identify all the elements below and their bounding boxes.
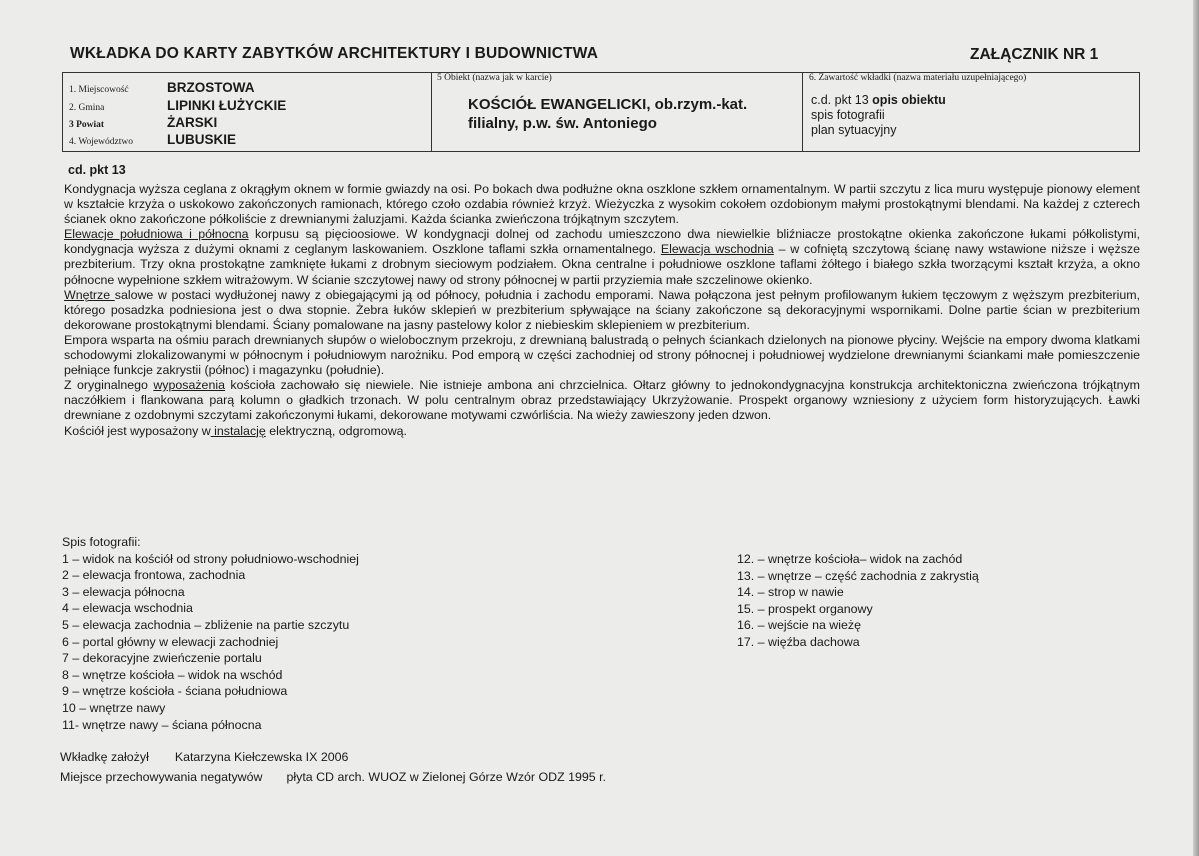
contents-line1-bold: opis obiektu — [872, 93, 946, 107]
location-label: 2. Gmina — [69, 103, 105, 113]
list-item: 5 – elewacja zachodnia – zbliżenie na partie szczytu — [62, 617, 350, 632]
list-item: 13. – wnętrze – część zachodnia z zakrystią — [737, 568, 979, 583]
paragraph-furnishings — [64, 378, 1140, 423]
location-row-county — [69, 114, 217, 130]
author-value: Katarzyna Kiełczewska IX 2006 — [174, 750, 349, 764]
paragraph-installations — [64, 424, 1140, 439]
location-label: 1. Miejscowość — [69, 85, 129, 95]
paragraph-text: – w cofniętą szczytową ścianę nawy wstawione niższe i węższe prezbiterium. Trzy okna prostokątne zamknięte łukami z drobnym sieciowym podziałem. Okna centralne i południowe oszklone taflami żółtego i białego szkła tworzącymi kształt krzyża, a okno północne wypełnione szkłem witrażowym. W ścianie szczytowej nawy od strony północnej w partii przyziemia małe szczelinowe okienko. — [64, 242, 1140, 287]
location-value: ŻARSKI — [167, 115, 218, 130]
storage-label: Miejsce przechowywania negatywów — [60, 770, 263, 784]
list-item: 6 – portal główny w elewacji zachodniej — [62, 634, 279, 649]
paragraph-text: elektryczną, odgromową. — [265, 423, 407, 438]
paragraph-upper-story: Kondygnacja wyższa ceglana z okrągłym oknem w formie gwiazdy na osi. Po bokach dwa podłużne okna oszklone szkłem ornamentalnym. W partii szczytu z lica muru występuje pionowy element w kształcie krzyża o uskokowo zakończonych ramionach, którego czoło ozdabia również krzyż. Wieżyczka z wysokim cokołem ozdobionym małymi prostokątnymi blendami. Na każdej z czterech ścianek okno zakończone półkoliście z drewnianymi żaluzjami. Każda ścianka zwieńczona trójkątnym szczytem. — [64, 182, 1140, 227]
list-item: 9 – wnętrze kościoła - ściana południowa — [62, 684, 288, 699]
paragraph-elevations — [64, 227, 1140, 287]
storage-value: płyta CD arch. WUOZ w Zielonej Górze Wzór ODZ 1995 r. — [286, 770, 606, 784]
location-value: BRZOSTOWA — [167, 80, 255, 95]
document-title: WKŁADKA DO KARTY ZABYTKÓW ARCHITEKTURY I BUDOWNICTWA — [70, 45, 599, 62]
info-table — [62, 72, 1140, 152]
list-item: 14. – strop w nawie — [737, 585, 844, 600]
photo-list-left — [62, 534, 359, 733]
list-item: 4 – elewacja wschodnia — [62, 601, 193, 616]
contents-line1 — [811, 93, 946, 108]
object-name-line1: KOŚCIÓŁ EWANGELICKI, ob.rzym.-kat. — [468, 96, 748, 113]
description-text — [64, 182, 1140, 439]
location-row-town — [69, 79, 255, 95]
list-item: 16. – wejście na wieżę — [737, 618, 861, 633]
list-item: 17. – więźba dachowa — [737, 634, 860, 649]
author-label: Wkładkę założył — [60, 750, 149, 764]
contents-list — [811, 93, 946, 138]
location-label: 3 Powiat — [69, 120, 105, 130]
footer-storage — [60, 770, 606, 784]
underlined-term: wyposażenia — [153, 378, 225, 393]
location-value: LUBUSKIE — [167, 132, 237, 147]
underlined-term: Elewacje południowa i północna — [64, 227, 249, 242]
paragraph-interior — [64, 288, 1140, 333]
contents-label: 6. Zawartość wkładki (nazwa materiału uzupełniającego) — [809, 73, 1027, 83]
location-label: 4. Województwo — [69, 137, 133, 147]
paragraph-text: kościoła zachowało się niewiele. Nie istnieje ambona ani chrzcielnica. Ołtarz główny to jednokondygnacyjna konstrukcja architektoniczna zwieńczona trójkątnym naczółkiem i flankowana parą kolumn o gładkich trzonach. W polu centralnym obraz przedstawiający Ukrzyżowanie. Prospekt organowy wzniesiony z użyciem form historyzujących. Ławki drewniane z ozdobnymi szczytami zakończonymi łukami, dekorowane motywami czwórliścia. Na wieży zawieszony jeden dzwon. — [64, 378, 1140, 423]
paragraph-text: Z oryginalnego — [64, 378, 154, 393]
location-value: LIPINKI ŁUŻYCKIE — [167, 98, 287, 113]
list-item: 2 – elewacja frontowa, zachodnia — [62, 568, 246, 583]
object-name-line2: filialny, p.w. św. Antoniego — [468, 115, 657, 132]
photo-list-right — [737, 551, 979, 651]
contents-line2: spis fotografii — [811, 108, 885, 122]
contents-line3: plan sytuacyjny — [811, 123, 897, 137]
page-edge — [1193, 0, 1199, 856]
location-row-voivodeship — [69, 131, 236, 147]
section-heading: cd. pkt 13 — [68, 163, 126, 177]
paragraph-text: korpusu są pięcioosiowe. W kondygnacji dolnej od zachodu umieszczono dwa niewielkie bliźniacze prostokątne okienka zakończone łukami półkolistymi, kondygnacja wyższa z dużymi oknami z ceglanym laskowaniem. Oszklone taflami szkła ornamentalnego. — [64, 227, 1140, 257]
list-item: 7 – dekoracyjne zwieńczenie portalu — [62, 651, 262, 666]
paragraph-text: Kościół jest wyposażony w — [64, 423, 211, 438]
paragraph-gallery: Empora wsparta na ośmiu parach drewnianych słupów o wielobocznym przekroju, z drewnianą balustradą o pełnych ściankach dzielonych na pionowe płyciny. Wejście na empory dwoma klatkami schodowymi zlokalizowanymi w północnym i południowym narożniku. Pod emporą w części zachodniej od strony północnej i południowej wydzielone drewnianymi ściankami małe pomieszczenie pełniące funkcje zakrystii (północ) i magazynku (południe). — [64, 332, 1140, 378]
object-name — [468, 95, 808, 133]
contents-line1-prefix: c.d. pkt 13 — [811, 93, 869, 107]
footer-author — [60, 750, 348, 764]
list-item: 12. – wnętrze kościoła– widok na zachód — [737, 552, 963, 566]
underlined-term: Elewacja wschodnia — [660, 242, 774, 257]
object-label: 5 Obiekt (nazwa jak w karcie) — [437, 73, 552, 83]
list-item: 8 – wnętrze kościoła – widok na wschód — [62, 667, 283, 682]
underlined-term: Wnętrze — [64, 287, 115, 302]
table-divider — [431, 73, 432, 151]
paragraph-text: salowe w postaci wydłużonej nawy z obiegającymi ją od północy, południa i zachodu emporami. Nawa połączona jest pełnym profilowanym łukiem tęczowym z węższym prezbiterium, którego posadzka podniesiona jest o dwa stopnie. Żebra łuków sklepień w prezbiterium spływające na ściany zakończone są dekoracyjnymi wspornikami. Dolne partie ścian w prezbiterium dekorowane prostokątnymi blendami. Ściany pomalowane na jasny pastelowy kolor z niebieskim sklepieniem w prezbiterium. — [64, 287, 1140, 332]
list-item: 11- wnętrze nawy – ściana północna — [62, 717, 262, 732]
underlined-term: instalację — [210, 423, 266, 438]
list-item: 10 – wnętrze nawy — [62, 700, 166, 715]
list-item: 3 – elewacja północna — [62, 584, 185, 599]
photo-list-heading: Spis fotografii: — [62, 535, 141, 549]
location-row-commune — [69, 97, 286, 113]
list-item: 1 – widok na kościół od strony południowo-wschodniej — [62, 551, 359, 566]
list-item: 15. – prospekt organowy — [737, 601, 873, 616]
annex-number: ZAŁĄCZNIK NR 1 — [970, 46, 1099, 63]
